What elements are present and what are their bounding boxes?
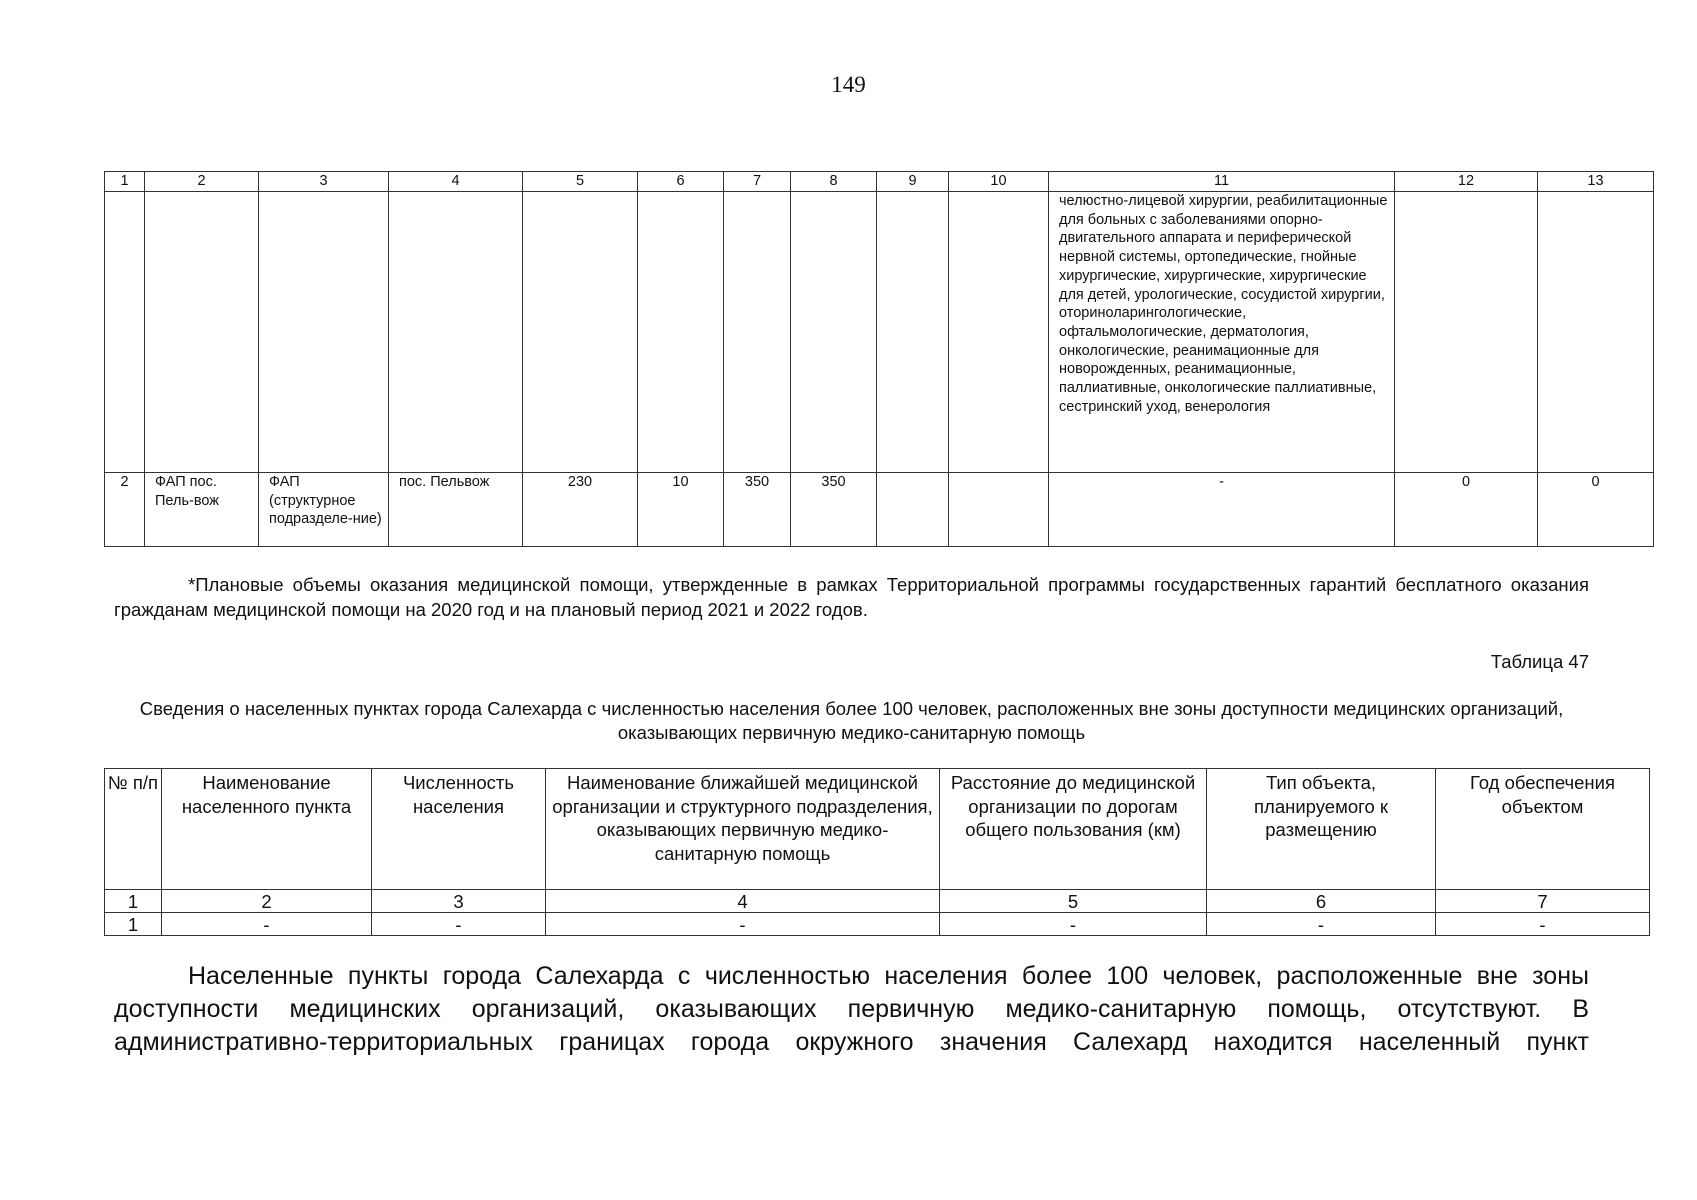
- column-number: 6: [638, 172, 724, 192]
- table-caption: Сведения о населенных пунктах города Салехарда с численностью населения более 100 человек, расположенных вне зоны доступности медицинских организаций, оказывающих первичную медико-санитарную помощь: [139, 698, 1564, 743]
- column-number: 6: [1207, 890, 1436, 913]
- column-number: 8: [791, 172, 877, 192]
- value-cell: 0: [1538, 473, 1654, 547]
- value-cell: [949, 473, 1049, 547]
- column-number: 3: [259, 172, 389, 192]
- table-cell: -: [1207, 913, 1436, 936]
- column-number: 5: [523, 172, 638, 192]
- column-number-row: [105, 172, 1654, 192]
- bed-profiles-cell: челюстно-лицевой хирургии, реабилитационные для больных с заболеваниями опорно-двигательного аппарата и периферической нервной системы, ортопедические, гнойные хирургические, хирургические, хирургические для детей, урологические, сосудистой хирургии, оториноларингологические, офтальмологические, дерматология, онкологические, реанимационные для новорожденных, реанимационные, паллиативные, онкологические паллиативные, сестринский уход, венерология: [1049, 192, 1395, 473]
- value-cell: [877, 473, 949, 547]
- header-cell: Наименование ближайшей медицинской организации и структурного подразделения, оказывающих первичную медико-санитарную помощь: [546, 769, 940, 890]
- settlement-cell: ФАП пос. Пель-вож: [145, 473, 259, 547]
- table-cell: -: [1436, 913, 1650, 936]
- value-cell: 350: [791, 473, 877, 547]
- settlements-table: [104, 768, 1650, 936]
- column-number: 13: [1538, 172, 1654, 192]
- value-cell: 0: [1395, 473, 1538, 547]
- table-cell: 1: [105, 913, 162, 936]
- table-label: Таблица 47: [1490, 651, 1589, 672]
- location-cell: пос. Пельвож: [389, 473, 523, 547]
- header-cell: № п/п: [105, 769, 162, 890]
- column-number: 3: [372, 890, 546, 913]
- table-row: [105, 913, 1650, 936]
- column-number: 1: [105, 172, 145, 192]
- header-cell: Расстояние до медицинской организации по дорогам общего пользования (км): [940, 769, 1207, 890]
- column-number: 11: [1049, 172, 1395, 192]
- column-number-row: [105, 890, 1650, 913]
- column-number: 10: [949, 172, 1049, 192]
- header-cell: Год обеспечения объектом: [1436, 769, 1650, 890]
- header-cell: Наименование населенного пункта: [162, 769, 372, 890]
- column-number: 2: [145, 172, 259, 192]
- value-cell: -: [1049, 473, 1395, 547]
- row-number-cell: 2: [105, 473, 145, 547]
- column-number: 4: [546, 890, 940, 913]
- body-paragraph: Населенные пункты города Салехарда с численностью населения более 100 человек, расположенные вне зоны доступности медицинских организаций, оказывающих первичную медико-санитарную помощь, отсутствуют. В административно-территориальных границах города окружного значения Салехард находится населенный пункт: [114, 962, 1589, 1056]
- facility-type-cell: ФАП (структурное подразделе-ние): [259, 473, 389, 547]
- column-number: 5: [940, 890, 1207, 913]
- medical-facilities-table: [104, 171, 1654, 547]
- value-cell: 10: [638, 473, 724, 547]
- table-row: [105, 473, 1654, 547]
- column-number: 7: [724, 172, 791, 192]
- column-number: 12: [1395, 172, 1538, 192]
- column-number: 1: [105, 890, 162, 913]
- header-row: [105, 769, 1650, 890]
- table-cell: -: [162, 913, 372, 936]
- value-cell: 350: [724, 473, 791, 547]
- table-cell: -: [372, 913, 546, 936]
- footnote: *Плановые объемы оказания медицинской помощи, утвержденные в рамках Территориальной программы государственных гарантий бесплатного оказания гражданам медицинской помощи на 2020 год и на плановый период 2021 и 2022 годов.: [114, 574, 1589, 620]
- column-number: 2: [162, 890, 372, 913]
- column-number: 4: [389, 172, 523, 192]
- page-number: 149: [831, 72, 866, 97]
- table-cell: -: [940, 913, 1207, 936]
- table-cell: -: [546, 913, 940, 936]
- column-number: 9: [877, 172, 949, 192]
- table-row: [105, 192, 1654, 473]
- column-number: 7: [1436, 890, 1650, 913]
- header-cell: Численность населения: [372, 769, 546, 890]
- header-cell: Тип объекта, планируемого к размещению: [1207, 769, 1436, 890]
- value-cell: 230: [523, 473, 638, 547]
